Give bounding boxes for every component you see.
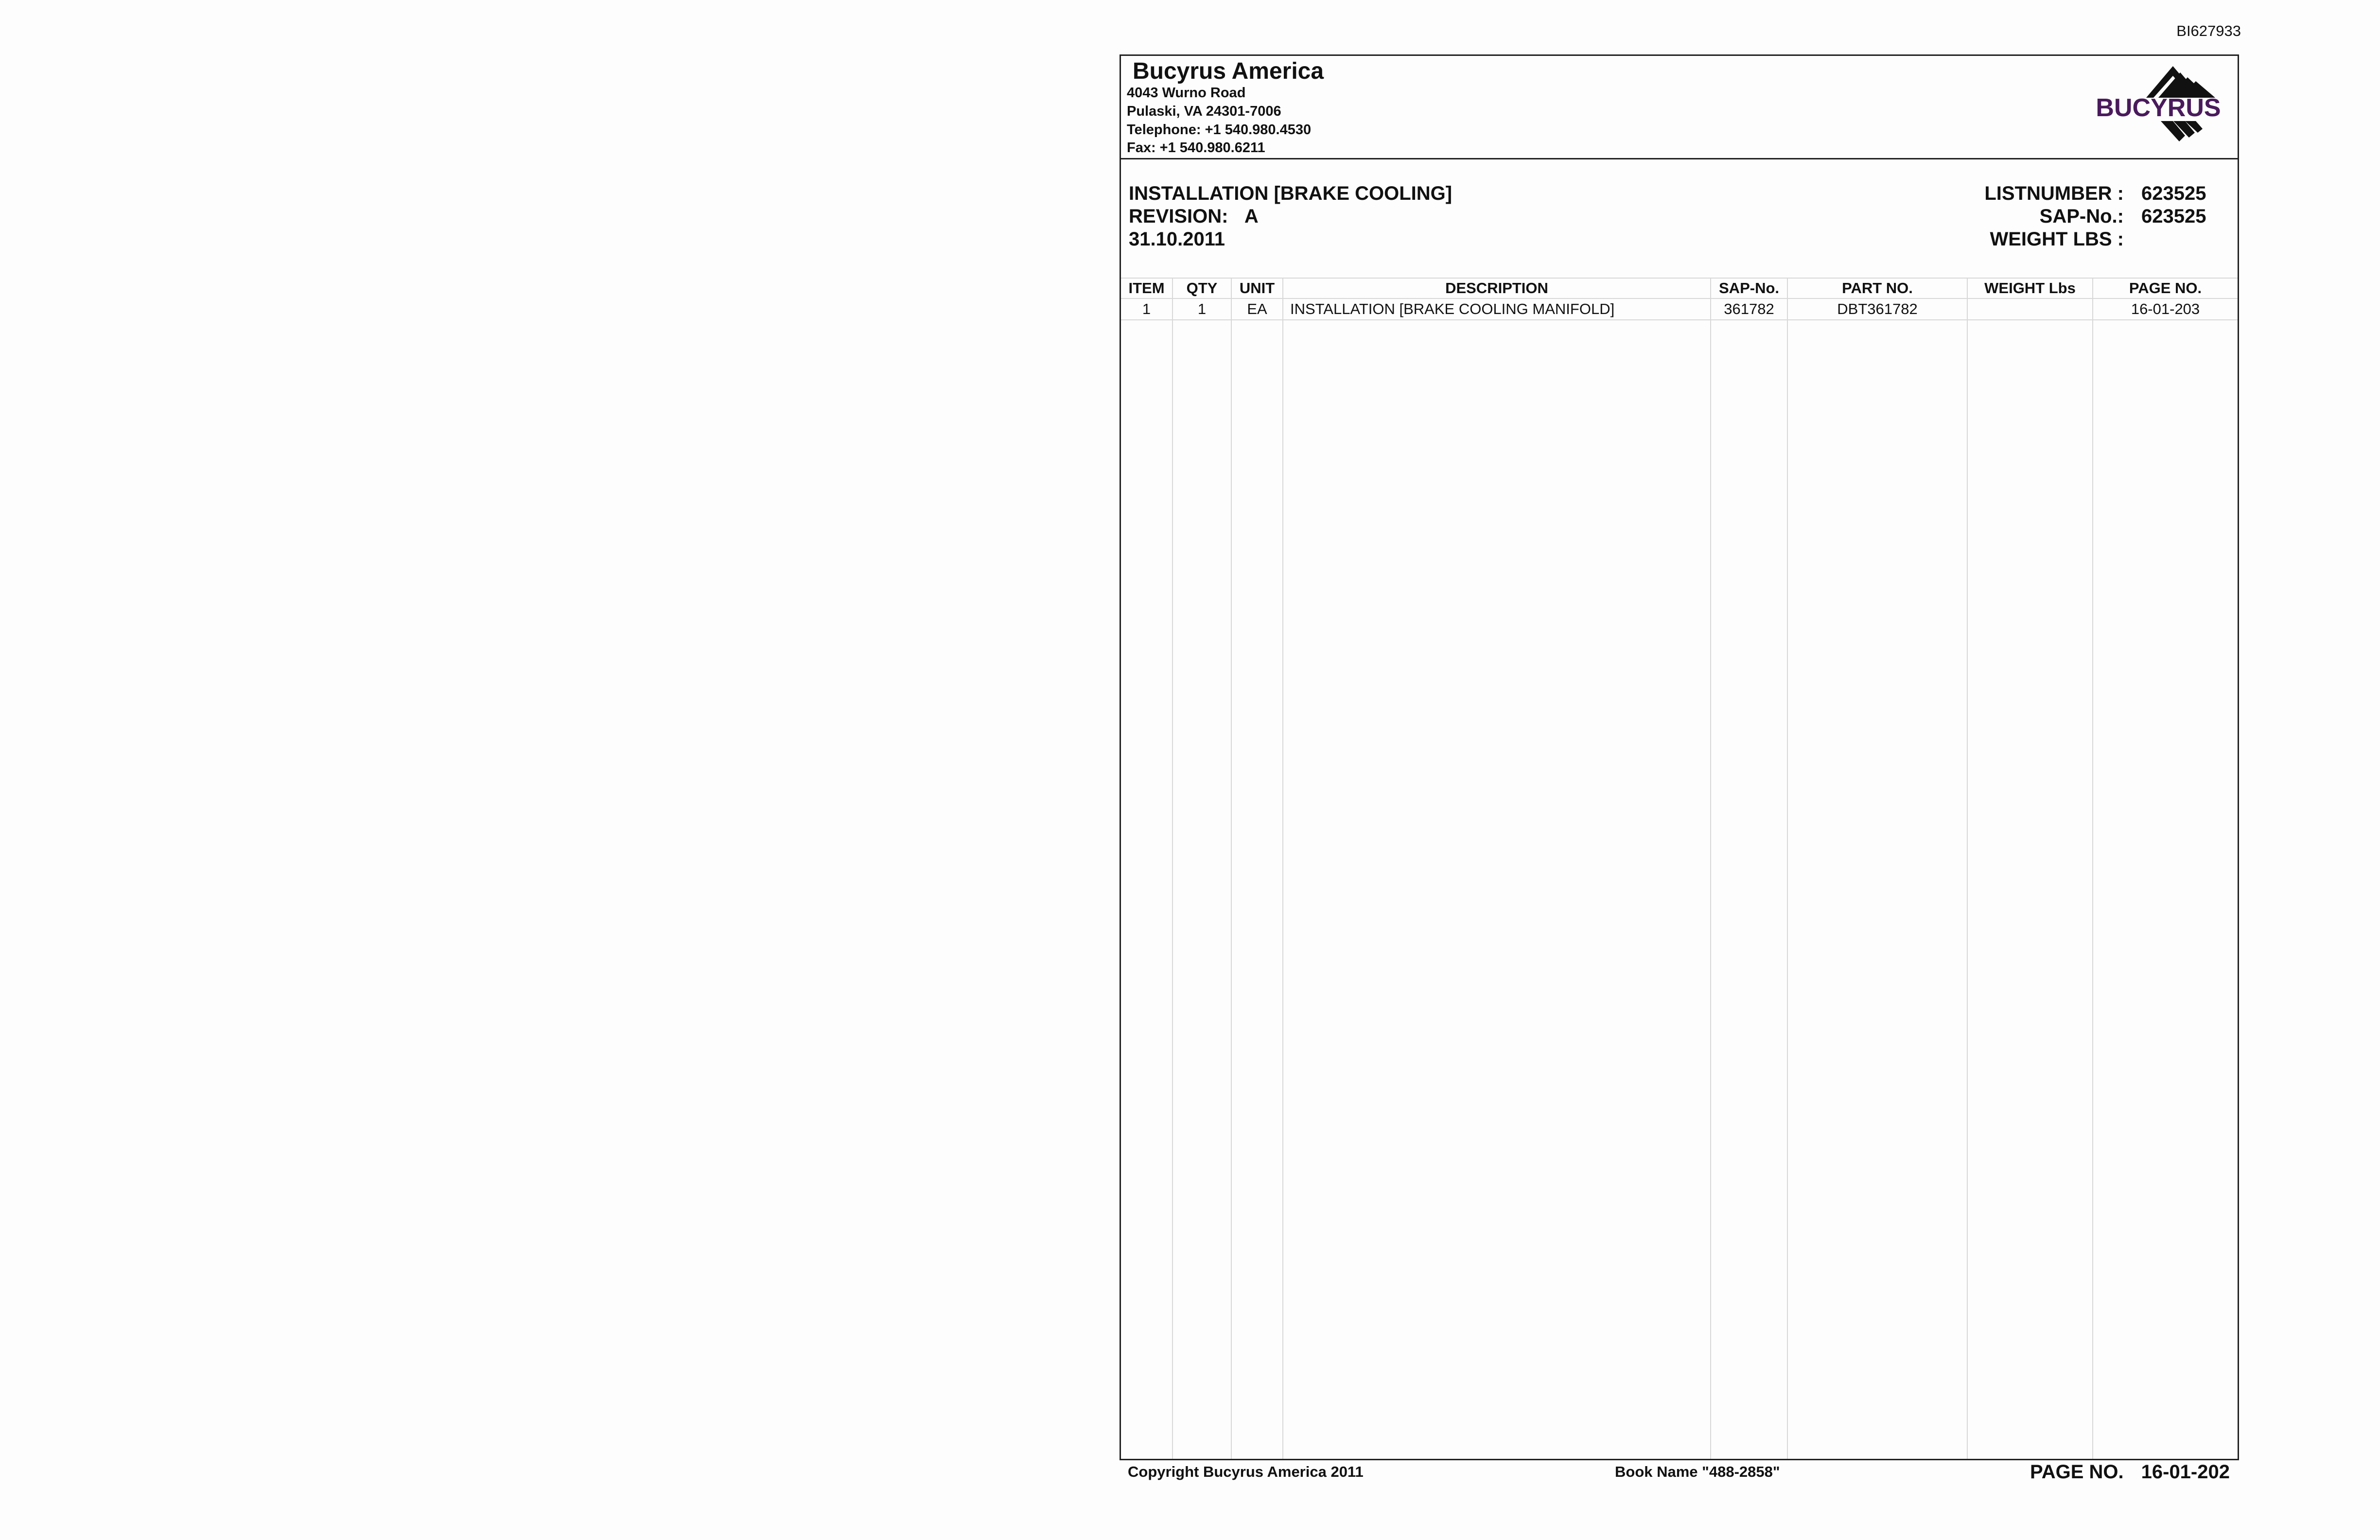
- listnumber-label: LISTNUMBER :: [1984, 183, 2124, 204]
- listnumber-value: 623525: [2141, 183, 2206, 204]
- weight-label: WEIGHT LBS :: [1990, 228, 2124, 250]
- company-fax: Fax: +1 540.980.6211: [1127, 140, 1265, 156]
- footer-page-label: PAGE NO.: [2030, 1461, 2124, 1483]
- column-header-description: DESCRIPTION: [1283, 278, 1711, 298]
- column-header-qty: QTY: [1172, 278, 1231, 298]
- column-header-weight: WEIGHT Lbs: [1967, 278, 2093, 298]
- footer-page-number: [2030, 1461, 2230, 1483]
- parts-table: [1121, 278, 2238, 1459]
- sap-value: 623525: [2141, 206, 2206, 227]
- page-title: INSTALLATION [BRAKE COOLING]: [1129, 183, 1452, 204]
- cell-page-no[interactable]: 16-01-203: [2093, 298, 2238, 320]
- revision-value: A: [1244, 206, 1259, 227]
- cell-unit: EA: [1231, 298, 1283, 320]
- company-address-city: Pulaski, VA 24301-7006: [1127, 104, 1281, 119]
- column-header-sap-no: SAP-No.: [1711, 278, 1787, 298]
- listnumber-row: [1984, 182, 2224, 205]
- list-meta: [1984, 182, 2224, 251]
- table-row: [1121, 298, 2238, 320]
- copyright-notice: Copyright Bucyrus America 2011: [1128, 1463, 1364, 1480]
- cell-description: INSTALLATION [BRAKE COOLING MANIFOLD]: [1283, 298, 1711, 320]
- column-header-item: ITEM: [1121, 278, 1172, 298]
- company-header: [1121, 56, 2238, 159]
- company-telephone: Telephone: +1 540.980.4530: [1127, 122, 1312, 138]
- company-address-street: 4043 Wurno Road: [1127, 85, 1246, 101]
- footer-page-value: 16-01-202: [2141, 1461, 2230, 1483]
- table-header-row: [1121, 278, 2238, 298]
- cell-weight: [1967, 298, 2093, 320]
- sap-row: [1984, 205, 2224, 228]
- parts-list-sheet: [1120, 54, 2239, 1460]
- document-id: BI627933: [2176, 22, 2241, 39]
- cell-qty: 1: [1172, 298, 1231, 320]
- revision-line: [1129, 205, 1452, 228]
- sap-label: SAP-No.:: [2039, 206, 2124, 227]
- bucyrus-logo: [2088, 64, 2229, 151]
- document-date: 31.10.2011: [1129, 228, 1225, 250]
- cell-sap-no: 361782: [1711, 298, 1787, 320]
- column-header-part-no: PART NO.: [1787, 278, 1967, 298]
- logo-wordmark: BUCYRUS: [2096, 94, 2221, 122]
- column-header-unit: UNIT: [1231, 278, 1283, 298]
- weight-row: [1984, 228, 2224, 251]
- revision-label: REVISION:: [1129, 206, 1228, 227]
- weight-value: [2124, 228, 2224, 251]
- book-name: Book Name "488-2858": [1615, 1463, 1780, 1480]
- cell-item: 1: [1121, 298, 1172, 320]
- title-block: [1129, 182, 1452, 251]
- column-header-page-no: PAGE NO.: [2093, 278, 2238, 298]
- cell-part-no: DBT361782: [1787, 298, 1967, 320]
- table-empty-space: [1121, 320, 2238, 1459]
- company-name: Bucyrus America: [1133, 58, 1324, 84]
